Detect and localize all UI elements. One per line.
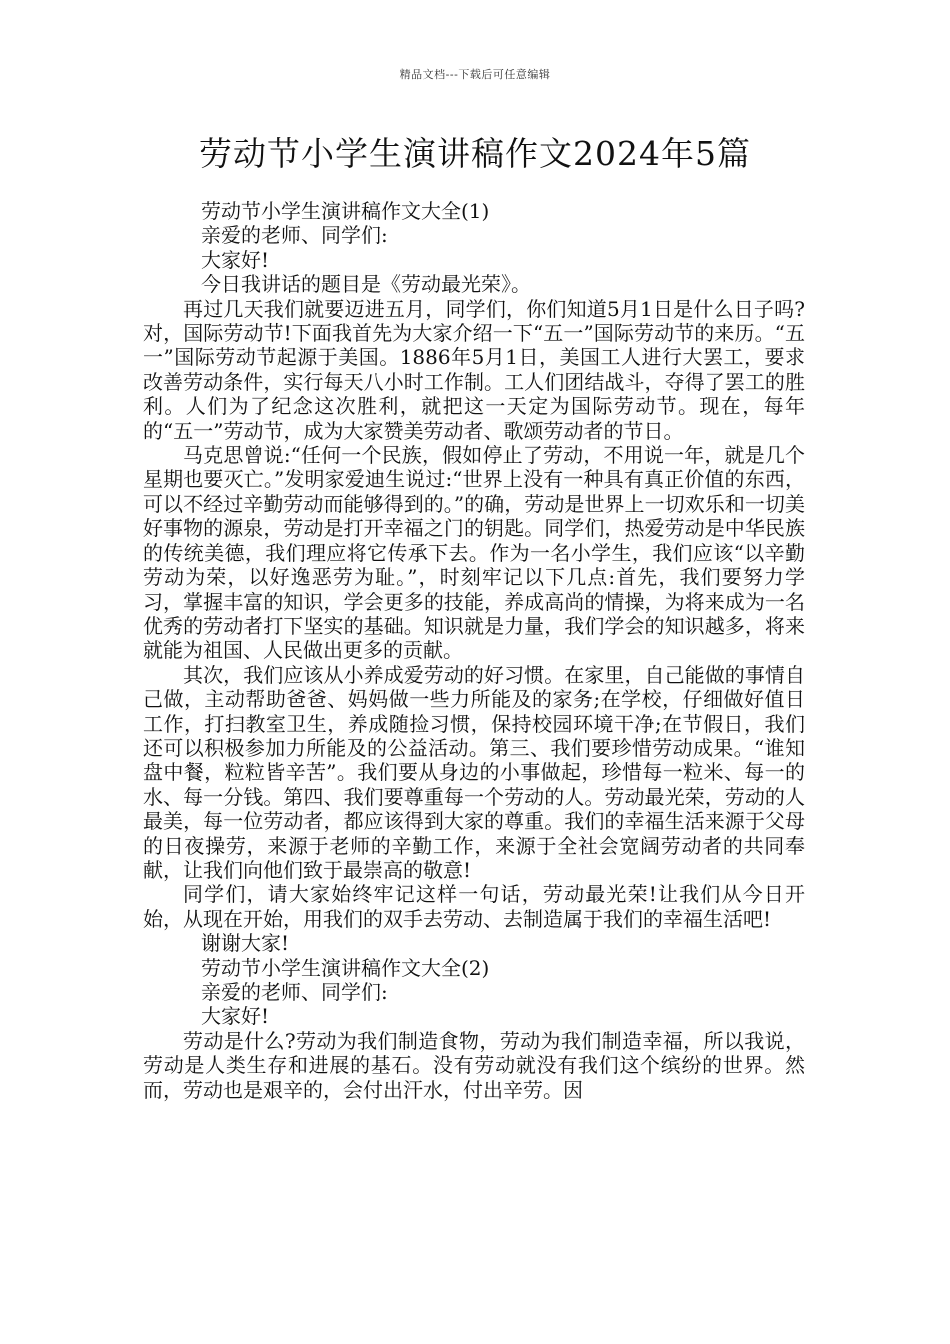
salutation: 亲爱的老师、同学们: bbox=[201, 980, 388, 1004]
greeting: 大家好! bbox=[201, 1004, 270, 1029]
paragraph: 劳动是什么?劳动为我们制造食物，劳动为我们制造幸福，所以我说，劳动是人类生存和进展的基石。没有劳动就没有我们这个缤纷的世界。然而，劳动也是艰辛的，会付出汗水，付出辛劳。因 bbox=[143, 1028, 805, 1102]
document-body bbox=[143, 199, 805, 1102]
closing-thanks: 谢谢大家! bbox=[201, 931, 290, 956]
paragraph: 再过几天我们就要迈进五月，同学们，你们知道5月1日是什么日子吗?对，国际劳动节!下面我首先为大家介绍一下“五一”国际劳动节的来历。“五一”国际劳动节起源于美国。1886年5月1日，美国工人进行大罢工，要求改善劳动条件，实行每天八小时工作制。工人们团结战斗，夺得了罢工的胜利。人们为了纪念这次胜利，就把这一天定为国际劳动节。现在，每年的“五一”劳动节，成为大家赞美劳动者、歌颂劳动者的节日。 bbox=[143, 296, 805, 443]
section-heading-1: 劳动节小学生演讲稿作文大全(1) bbox=[201, 199, 490, 223]
speech-topic: 今日我讲话的题目是《劳动最光荣》。 bbox=[201, 272, 531, 297]
document-title: 劳动节小学生演讲稿作文2024年5篇 bbox=[199, 134, 751, 173]
paragraph: 其次，我们应该从小养成爱劳动的好习惯。在家里，自己能做的事情自己做，主动帮助爸爸、妈妈做一些力所能及的家务;在学校，仔细做好值日工作，打扫教室卫生，养成随捡习惯，保持校园环境干净;在节假日，我们还可以积极参加力所能及的公益活动。第三、我们要珍惜劳动成果。“谁知盘中餐，粒粒皆辛苦”。我们要从身边的小事做起，珍惜每一粒米、每一的水、每一分钱。第四、我们要尊重每一个劳动的人。劳动最光荣，劳动的人最美，每一位劳动者，都应该得到大家的尊重。我们的幸福生活来源于父母的日夜操劳，来源于老师的辛勤工作，来源于全社会宽阔劳动者的共同奉献，让我们向他们致于最崇高的敬意! bbox=[143, 662, 805, 882]
header-note: 精品文档---下载后可任意编辑 bbox=[399, 68, 551, 81]
greeting: 大家好! bbox=[201, 247, 270, 272]
paragraph: 同学们，请大家始终牢记这样一句话，劳动最光荣!让我们从今日开始，从现在开始，用我们的双手去劳动、去制造属于我们的幸福生活吧! bbox=[143, 882, 805, 931]
salutation: 亲爱的老师、同学们: bbox=[201, 223, 388, 248]
paragraph: 马克思曾说:“任何一个民族，假如停止了劳动，不用说一年，就是几个星期也要灭亡。”发明家爱迪生说过:“世界上没有一种具有真正价值的东西，可以不经过辛勤劳动而能够得到的。”的确，劳动是世界上一切欢乐和一切美好事物的源泉，劳动是打开幸福之门的钥匙。同学们，热爱劳动是中华民族的传统美德，我们理应将它传承下去。作为一名小学生，我们应该“以辛勤劳动为荣，以好逸恶劳为耻。”，时刻牢记以下几点:首先，我们要努力学习，掌握丰富的知识，学会更多的技能，养成高尚的情操，为将来成为一名优秀的劳动者打下坚实的基础。知识就是力量，我们学会的知识越多，将来就能为祖国、人民做出更多的贡献。 bbox=[143, 443, 805, 663]
section-heading-2: 劳动节小学生演讲稿作文大全(2) bbox=[201, 955, 490, 980]
